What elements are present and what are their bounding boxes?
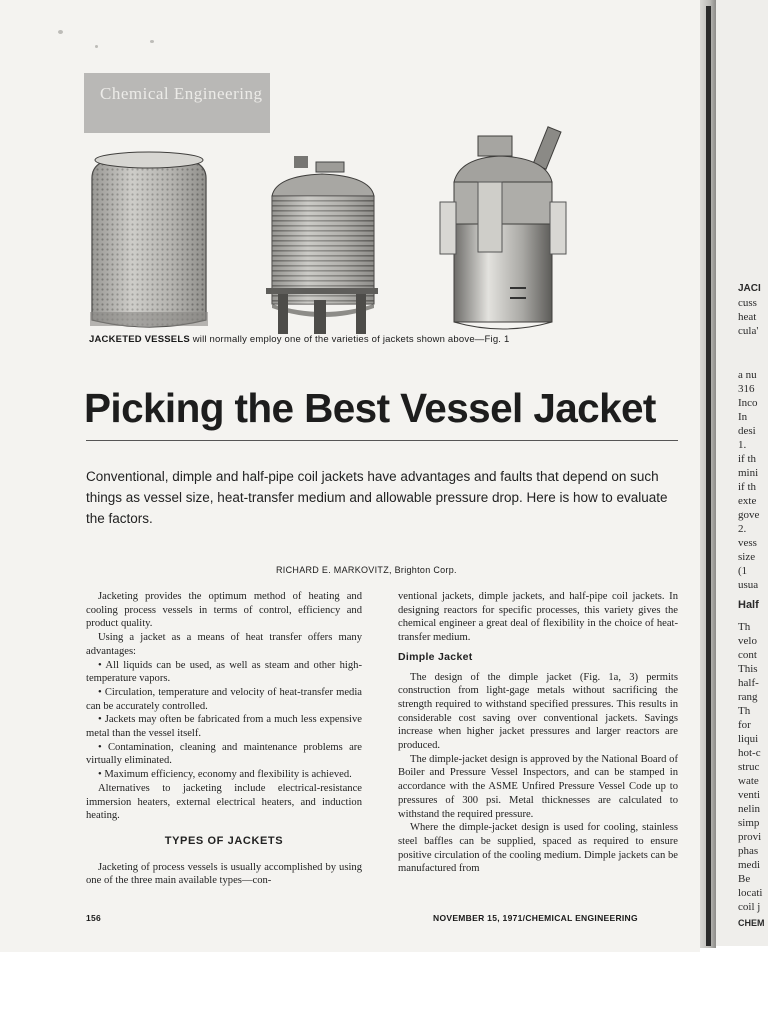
bullet-item: • Maximum efficiency, economy and flexibility is achieved.	[98, 769, 352, 781]
facing-line: In	[738, 411, 748, 423]
paragraph: Alternatives to jacketing include electrical-resistance immersion heaters, external electrical heaters, and induction heating.	[86, 782, 362, 822]
scan-speck	[58, 30, 63, 34]
paragraph: ventional jackets, dimple jackets, and half-pipe coil jackets. In designing reactors for specific processes, this variety gives the chemical engineer a great deal of flexibility in the choice of heat-transfer medium.	[398, 591, 678, 644]
article-title: Picking the Best Vessel Jacket	[84, 385, 656, 431]
facing-line: 316	[738, 383, 755, 395]
page-number: 156	[86, 913, 102, 923]
facing-line: Be	[738, 873, 751, 885]
binding-spine	[706, 6, 711, 946]
facing-line: gove	[738, 509, 760, 521]
section-heading: TYPES OF JACKETS	[164, 834, 284, 847]
facing-line: JACI	[738, 283, 761, 294]
column-left	[86, 590, 362, 888]
issue-line: NOVEMBER 15, 1971/CHEMICAL ENGINEERING	[433, 913, 638, 923]
facing-line: if th	[738, 481, 757, 493]
facing-line: mini	[738, 467, 759, 479]
title-rule	[86, 440, 678, 441]
paragraph: Where the dimple-jacket design is used for cooling, stainless steel baffles can be supplied, spaced as required to ensure positive circulation of the cooling medium. Dimple jackets can be manufactured from	[398, 822, 678, 875]
facing-line: desi	[738, 425, 756, 437]
article-deck: Conventional, dimple and half-pipe coil jackets have advantages and faults that depend on such things as vessel size, heat-transfer medium and allowable pressure drop. Here is how to evaluate the factors.	[86, 469, 668, 526]
facing-line: vess	[738, 537, 757, 549]
paragraph: The design of the dimple jacket (Fig. 1a, 3) permits construction from light-gage metals without sacrificing the strength required to withstand specified pressures. This results in considerable cost saving over conventional jackets. Savings increase when higher jacket pressures and larger reactors are produced.	[398, 671, 678, 752]
facing-line: struc	[738, 761, 760, 773]
facing-line: wate	[738, 775, 759, 787]
facing-line: usua	[738, 579, 759, 591]
paragraph: Jacketing of process vessels is usually accomplished by using one of the three main available types—con-	[86, 861, 362, 887]
facing-line: phas	[738, 845, 759, 857]
facing-line: nelin	[738, 803, 760, 815]
dimple-jacket-vessel	[90, 152, 208, 327]
facing-line: for	[738, 719, 751, 731]
facing-line: cuss	[738, 297, 757, 309]
facing-line: Th	[738, 705, 751, 717]
facing-line: liqui	[738, 733, 759, 745]
facing-line: provi	[738, 831, 762, 843]
facing-line: Inco	[738, 397, 758, 409]
facing-line: 2.	[738, 523, 747, 535]
scan-speck	[150, 40, 154, 43]
bullet-item: • Jackets may often be fabricated from a much less expensive metal than the vessel itself.	[86, 714, 362, 740]
caption-label: JACKETED VESSELS	[89, 334, 190, 345]
facing-line: 1.	[738, 439, 747, 451]
facing-line: coil j	[738, 901, 761, 913]
facing-line: locati	[738, 887, 763, 899]
facing-line: exte	[738, 495, 757, 507]
facing-line: cula'	[738, 325, 759, 337]
paragraph: Using a jacket as a means of heat transfer offers many advantages:	[86, 632, 362, 657]
column-right	[398, 590, 678, 876]
paragraph: The dimple-jacket design is approved by the National Board of Boiler and Pressure Vessel Inspectors, and can be stamped in accordance with the ASME Unfired Pressure Vessel Code up to pressures of 300 psi. Metal thicknesses are calculated to withstand the required pressure.	[398, 753, 678, 820]
bullet-item: • Circulation, temperature and velocity of heat-transfer media can be accurately controlled.	[86, 686, 362, 712]
facing-line: heat	[738, 311, 757, 323]
facing-line: simp	[738, 817, 760, 829]
facing-line: a nu	[738, 369, 757, 381]
facing-line: (1	[738, 565, 748, 577]
jacketed-vessels-figure	[80, 122, 600, 340]
conventional-jacket-vessel	[266, 156, 378, 334]
facing-line: half-	[738, 677, 759, 689]
facing-page	[716, 0, 768, 946]
facing-line: velo	[738, 635, 757, 647]
caption-text: will normally employ one of the varieties of jackets shown above—Fig. 1	[189, 334, 510, 345]
byline: RICHARD E. MARKOVITZ, Brighton Corp.	[276, 565, 457, 575]
section-heading: Dimple Jacket	[398, 650, 473, 663]
facing-line: venti	[738, 789, 760, 801]
half-pipe-coil-jacket-vessel	[440, 127, 566, 329]
figure-caption	[89, 334, 509, 345]
facing-footer: CHEM	[738, 918, 765, 928]
facing-heading: Half	[738, 599, 759, 611]
paragraph: Jacketing provides the optimum method of heating and cooling process vessels in terms of control, efficiency and product quality.	[86, 591, 362, 630]
masthead-logo: Chemical Engineering	[84, 73, 270, 133]
facing-line: This	[738, 663, 758, 675]
facing-line: hot-c	[738, 747, 761, 759]
scan-speck	[95, 45, 98, 48]
bullet-item: • All liquids can be used, as well as steam and other high-temperature vapors.	[86, 659, 362, 685]
facing-line: size	[738, 551, 756, 563]
facing-line: if th	[738, 453, 757, 465]
facing-line: rang	[738, 691, 758, 703]
facing-line: cont	[738, 649, 757, 661]
facing-line: medi	[738, 859, 760, 871]
bullet-item: • Contamination, cleaning and maintenance problems are virtually eliminated.	[86, 741, 362, 767]
facing-line: Th	[738, 621, 751, 633]
